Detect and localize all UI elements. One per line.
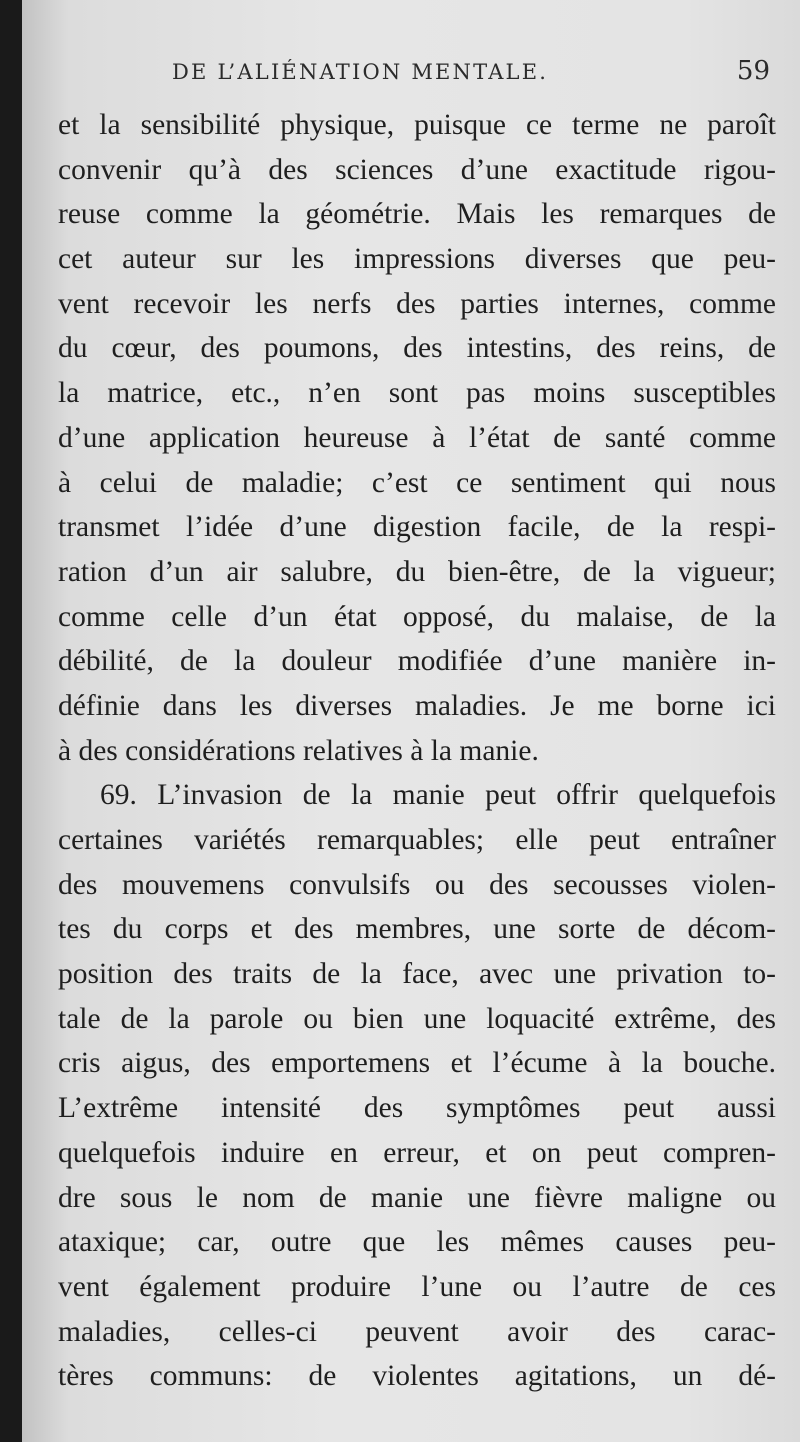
text-line: comme celle d’un état opposé, du malaise, de la bbox=[58, 600, 776, 633]
text-line: cet auteur sur les impressions diverses que peu- bbox=[58, 243, 776, 276]
body-text bbox=[58, 103, 776, 1399]
text-line: quelquefois induire en erreur, et on peut compren- bbox=[58, 1136, 776, 1169]
text-line: débilité, de la douleur modifiée d’une manière in- bbox=[58, 645, 776, 678]
text-line: cris aigus, des emportemens et l’écume à la bouche. bbox=[58, 1047, 776, 1080]
text-line: d’une application heureuse à l’état de santé comme bbox=[58, 421, 776, 454]
text-line: tères communs: de violentes agitations, un dé- bbox=[58, 1360, 776, 1393]
text-line: définie dans les diverses maladies. Je me borne ici bbox=[58, 689, 776, 722]
text-line: et la sensibilité physique, puisque ce terme ne paroît bbox=[58, 109, 776, 141]
book-page bbox=[22, 0, 800, 1442]
text-line: convenir qu’à des sciences d’une exactitude rigou- bbox=[58, 153, 776, 186]
text-line: ataxique; car, outre que les mêmes causes peu- bbox=[58, 1226, 776, 1259]
text-line: des mouvemens convulsifs ou des secousses violen- bbox=[58, 868, 776, 901]
text-line: reuse comme la géométrie. Mais les remarques de bbox=[58, 198, 776, 231]
paragraph-start-line: 69. L’invasion de la manie peut offrir quelquefois bbox=[100, 779, 776, 812]
page-number: 59 bbox=[736, 56, 770, 86]
text-line: tale de la parole ou bien une loquacité extrême, des bbox=[58, 1002, 776, 1035]
text-line: certaines variétés remarquables; elle peut entraîner bbox=[58, 824, 776, 856]
text-line: dre sous le nom de manie une fièvre maligne ou bbox=[58, 1181, 776, 1214]
text-line: transmet l’idée d’une digestion facile, de la respi- bbox=[58, 511, 776, 544]
text-line: L’extrême intensité des symptômes peut aussi bbox=[58, 1092, 776, 1125]
paragraph-end-line: à des considérations relatives à la manie. bbox=[58, 734, 539, 767]
text-line: ration d’un air salubre, du bien-être, de la vigueur; bbox=[58, 555, 776, 588]
running-title: DE L’ALIÉNATION MENTALE. bbox=[172, 60, 549, 84]
text-line: position des traits de la face, avec une privation to- bbox=[58, 958, 776, 991]
text-line: la matrice, etc., n’en sont pas moins susceptibles bbox=[58, 377, 776, 410]
page-header bbox=[22, 54, 800, 94]
text-line: tes du corps et des membres, une sorte de décom- bbox=[58, 913, 776, 946]
text-line: vent également produire l’une ou l’autre de ces bbox=[58, 1270, 776, 1303]
text-line: du cœur, des poumons, des intestins, des reins, de bbox=[58, 332, 776, 365]
text-line: à celui de maladie; c’est ce sentiment qui nous bbox=[58, 466, 776, 499]
text-line: vent recevoir les nerfs des parties internes, comme bbox=[58, 287, 776, 320]
text-line: maladies, celles-ci peuvent avoir des carac- bbox=[58, 1315, 776, 1348]
